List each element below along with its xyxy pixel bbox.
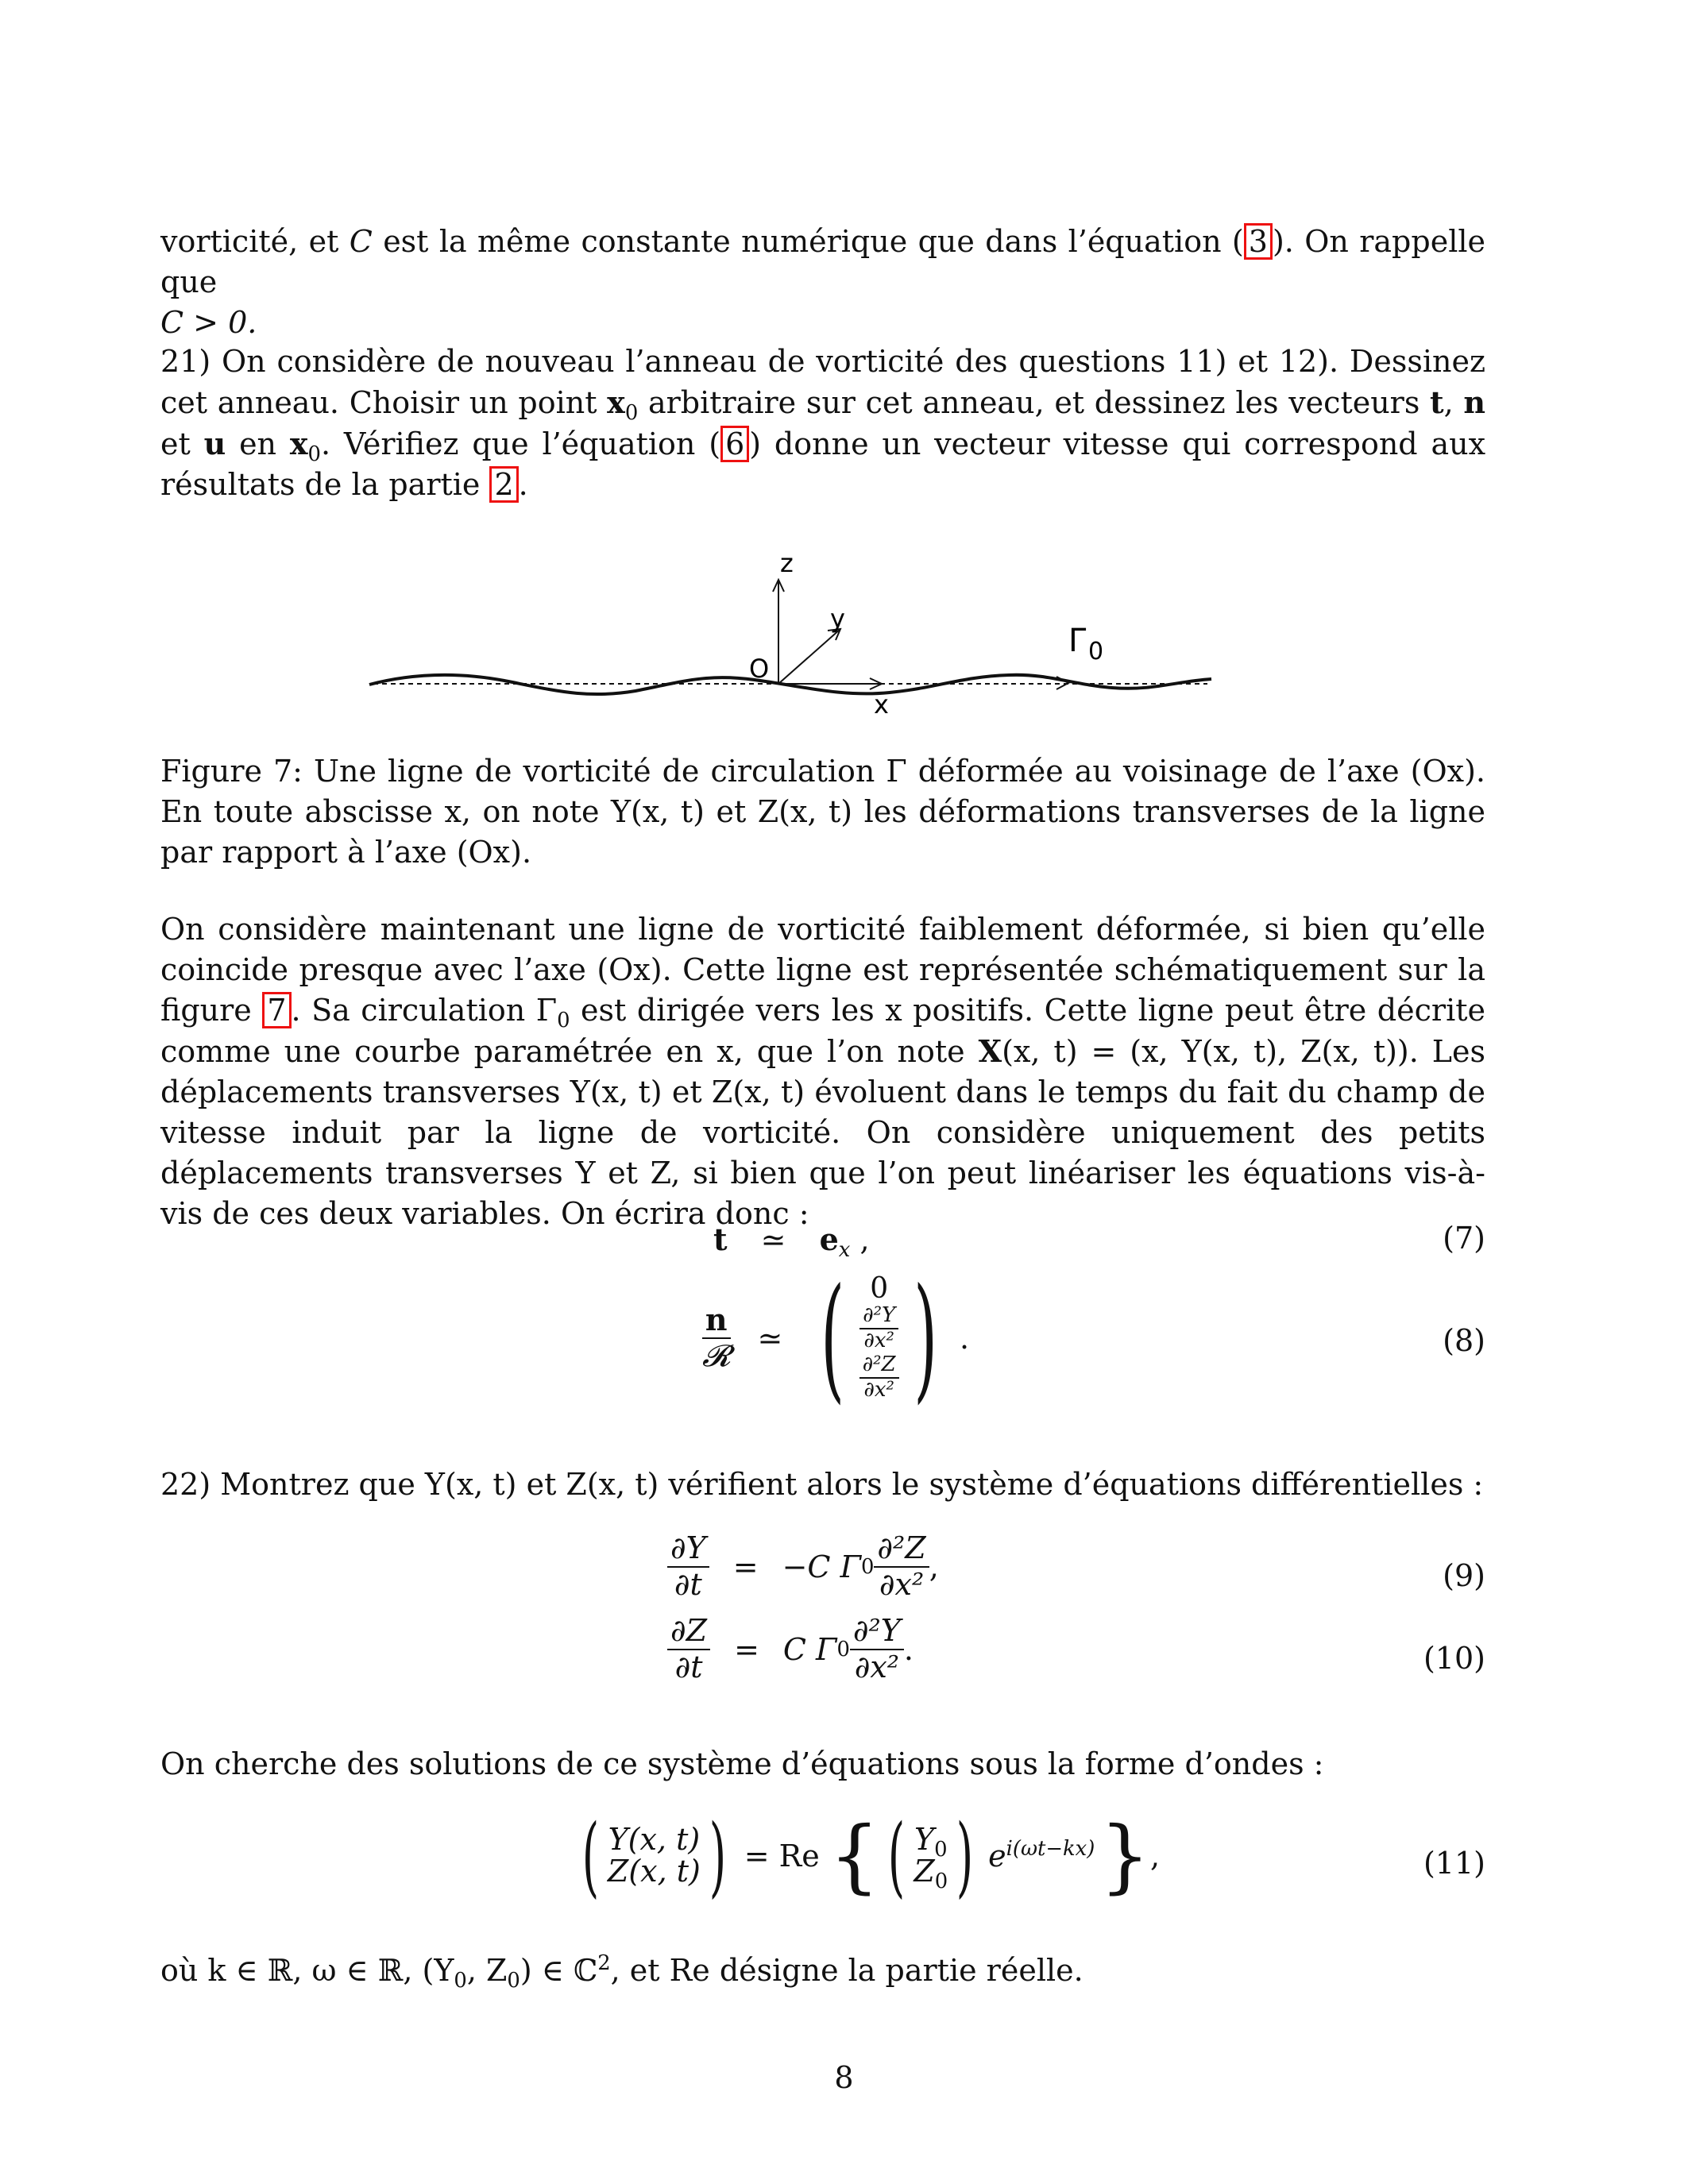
- section-ref-2[interactable]: 2: [489, 466, 518, 503]
- equation-7: t ≃ $e_x$ ,: [713, 1221, 870, 1262]
- label-gamma-sub: 0: [1088, 638, 1104, 666]
- equation-number-7: (7): [1443, 1221, 1485, 1256]
- equation-ref-6[interactable]: 6: [720, 426, 749, 462]
- equation-number-11: (11): [1423, 1846, 1485, 1881]
- main-paragraph: On considère maintenant une ligne de vorticité faiblement déformée, si bien qu’elle coincide presque avec l’axe (Ox). Cette ligne est représentée schématiquement sur la figure 7 . Sa circulation $\Gamma_0$ est dirigée vers les x positifs. Cette ligne peut être décrite comme une courbe paramétrée en x, que l’on note X(x, t) = (x, Y(x, t), Z(x, t)). Les déplacements transverses Y(x, t) et Z(x, t) évoluent dans le temps du fait du champ de vitesse induit par la ligne de vorticité. On considère uniquement des petits déplacements transverses Y et Z, si bien que l’on peut linéariser les équations vis-à-vis de ces deux variables. On écrira donc :: [160, 912, 1486, 1231]
- equation-8: $\frac{n}{\text{𝓡}}$ ≃ ( 0 $\frac{\text{∂²Y}}{\text{∂x²}}$ $\frac{\text{∂²Z}}{\text{∂x²}}$ ) .: [702, 1260, 970, 1417]
- equation-number-10: (10): [1423, 1641, 1485, 1676]
- top-paragraph: vorticité, et C est la même constante numérique que dans l’équation ( 3 ). On rappelle que C > 0.: [160, 224, 1485, 340]
- equation-11: ( Y(x, t) Z(x, t) ) = Re { ( $Y_0$ $Z_0$ ) $e^{i(\omega t-kx)}$ } ,: [581, 1805, 1161, 1907]
- equation-ref-3[interactable]: 3: [1244, 223, 1273, 260]
- equation-9: $\frac{\partial Y}{\partial t}$ = −C Γ 0 $\frac{\text{∂²Z}}{\text{∂x²}}$ ,: [667, 1531, 939, 1602]
- y-axis-arrow: [778, 629, 840, 684]
- label-x: x: [874, 689, 889, 720]
- label-gamma: Γ: [1068, 623, 1087, 659]
- figure-7-caption: Figure 7: Une ligne de vorticité de circulation Γ déformée au voisinage de l’axe (Ox). En toute abscisse x, on note Y(x, t) et Z(x, t) les déformations transverses de la ligne par rapport à l’axe (Ox).: [160, 754, 1485, 870]
- label-z: z: [780, 548, 794, 578]
- equation-number-8: (8): [1443, 1323, 1485, 1358]
- question-22: 22) Montrez que Y(x, t) et Z(x, t) vérifient alors le système d’équations différentielles :: [160, 1467, 1484, 1502]
- figure-ref-7[interactable]: 7: [262, 992, 291, 1028]
- final-line: où k ∈ ℝ, ω ∈ ℝ, ($Y_0$, $Z_0$) ∈ ℂ$^2$, et Re désigne la partie réelle.: [160, 1951, 1083, 1993]
- solution-intro: On cherche des solutions de ce système d’équations sous la forme d’ondes :: [160, 1746, 1324, 1781]
- equation-10: $\frac{\partial Z}{\partial t}$ = C Γ 0 $\frac{\text{∂²Y}}{\text{∂x²}}$ .: [667, 1614, 914, 1684]
- equation-number-9: (9): [1443, 1558, 1485, 1593]
- question-21: 21) On considère de nouveau l’anneau de vorticité des questions 11) et 12). Dessinez cet anneau. Choisir un point $x_0$ arbitraire sur cet anneau, et dessinez les vecteurs t, n et u en $x_0$. Vérifiez que l’équation ( 6 ) donne un vecteur vitesse qui correspond aux résultats de la partie 2 .: [160, 344, 1486, 502]
- figure-7-vortex-line: [350, 540, 1255, 731]
- label-y: y: [830, 604, 845, 634]
- label-o: O: [749, 654, 770, 684]
- page-number: 8: [834, 2060, 854, 2095]
